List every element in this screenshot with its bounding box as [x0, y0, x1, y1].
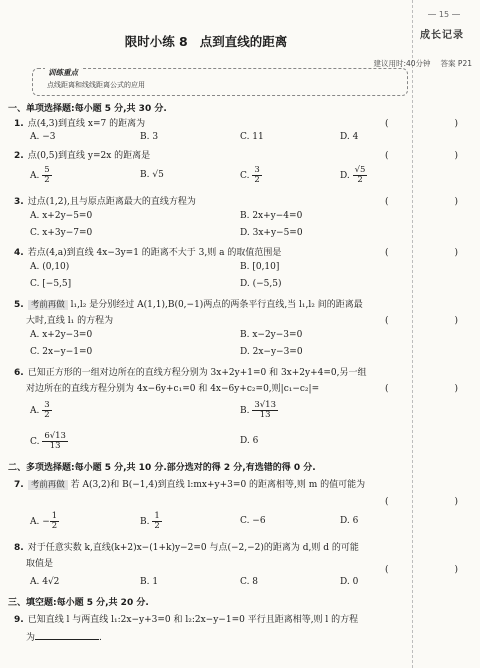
- question-number: 3.: [14, 197, 24, 207]
- option-a[interactable]: A. 4√2: [30, 577, 60, 587]
- question-2: [14, 148, 150, 161]
- question-1: [14, 116, 145, 129]
- question-text: 已知直线 l 与两直线 l₁:2x−y+3=0 和 l₂:2x−y−1=0 平行且距离相等,则 l 的方程: [27, 615, 359, 625]
- question-9: [14, 612, 358, 625]
- question-text: 点(0,5)到直线 y=2x 的距离是: [27, 151, 151, 161]
- question-5-line-2: 大时,直线 l₁ 的方程为: [26, 316, 114, 326]
- option-b[interactable]: B. x−2y−3=0: [240, 330, 303, 340]
- question-text: 点(4,3)到直线 x=7 的距离为: [27, 119, 146, 129]
- question-8-line-2: 取值是: [26, 559, 54, 569]
- review-tag: 考前再做: [28, 480, 68, 490]
- training-focus-box: [32, 68, 408, 96]
- page-title: [0, 32, 412, 50]
- option-c[interactable]: C. x+3y−7=0: [30, 228, 93, 238]
- option-b[interactable]: B. $\frac{1}{2}$: [140, 511, 160, 531]
- title-number: 限时小练 8: [124, 34, 188, 49]
- option-d[interactable]: D. 0: [340, 577, 359, 587]
- training-text: 点线距离和线线距离公式的应用: [47, 81, 145, 89]
- section-1-heading: 一、单项选择题:每小题 5 分,共 30 分.: [8, 104, 167, 114]
- option-c[interactable]: C. 11: [240, 132, 264, 142]
- question-6: [14, 365, 367, 378]
- option-d[interactable]: D. 3x+y−5=0: [240, 228, 303, 238]
- title-text: 点到直线的距离: [199, 34, 288, 49]
- answer-bracket: ( ): [384, 197, 474, 207]
- option-b[interactable]: B. 2x+y−4=0: [240, 211, 303, 221]
- option-c[interactable]: C. $\frac{3}{2}$: [240, 165, 260, 185]
- question-number: 4.: [14, 248, 24, 258]
- option-c[interactable]: C. 8: [240, 577, 259, 587]
- question-text: 已知正方形的一组对边所在的直线方程分别为 3x+2y+1=0 和 3x+2y+4=0,另一组: [27, 368, 367, 378]
- option-c[interactable]: C. −6: [240, 516, 266, 526]
- answer-bracket: ( ): [384, 316, 474, 326]
- option-a[interactable]: A. −3: [30, 132, 56, 142]
- answer-bracket: ( ): [384, 248, 474, 258]
- suggested-time: 建议用时:40分钟: [373, 59, 431, 68]
- option-c[interactable]: C. [−5,5]: [30, 279, 72, 289]
- question-3: [14, 194, 196, 207]
- question-6-line-2: 对边所在的直线方程分别为 4x−6y+c₁=0 和 4x−6y+c₂=0,则|c₁−c₂|=: [26, 384, 320, 394]
- option-a[interactable]: A. x+2y−3=0: [30, 330, 93, 340]
- question-number: 1.: [14, 119, 24, 129]
- option-d[interactable]: D. $\frac{√5}{2}$: [340, 165, 366, 185]
- question-9-line-2: 为 .: [26, 630, 102, 643]
- option-c[interactable]: C. 2x−y−1=0: [30, 347, 93, 357]
- option-d[interactable]: D. 6: [240, 436, 259, 446]
- answer-bracket: ( ): [384, 384, 474, 394]
- question-text: 若 A(3,2)和 B(−1,4)到直线 l:mx+y+3=0 的距离相等,则 m 的值可能为: [70, 480, 366, 490]
- answer-bracket: ( ): [384, 497, 474, 507]
- question-7: [14, 477, 365, 490]
- answer-blank[interactable]: [35, 630, 99, 640]
- answer-bracket: ( ): [384, 565, 474, 575]
- question-text: 对于任意实数 k,直线(k+2)x−(1+k)y−2=0 与点(−2,−2)的距离为 d,则 d 的可能: [27, 543, 359, 553]
- answer-ref: 答案 P21: [440, 59, 472, 68]
- option-b[interactable]: B. 3: [140, 132, 159, 142]
- question-number: 9.: [14, 615, 24, 625]
- review-tag: 考前再做: [28, 300, 68, 310]
- question-number: 6.: [14, 368, 24, 378]
- option-a[interactable]: A. $\frac{3}{2}$: [30, 400, 50, 420]
- option-b[interactable]: B. 1: [140, 577, 159, 587]
- question-4: [14, 245, 281, 258]
- option-a[interactable]: A. x+2y−5=0: [30, 211, 93, 221]
- question-text: l₁,l₂ 是分别经过 A(1,1),B(0,−1)两点的两条平行直线,当 l₁,l₂ 间的距离最: [70, 300, 363, 310]
- option-c[interactable]: C. $\frac{6√13}{13}$: [30, 431, 66, 451]
- brand-label: 成长记录: [420, 30, 464, 41]
- question-5: [14, 297, 363, 310]
- section-3-heading: 三、填空题:每小题 5 分,共 20 分.: [8, 598, 149, 608]
- section-2-heading: 二、多项选择题:每小题 5 分,共 10 分.部分选对的得 2 分,有选错的得 0 分.: [8, 463, 316, 473]
- option-d[interactable]: D. 4: [340, 132, 359, 142]
- question-number: 8.: [14, 543, 24, 553]
- option-a[interactable]: A. (0,10): [30, 262, 70, 272]
- question-number: 2.: [14, 151, 24, 161]
- option-d[interactable]: D. (−5,5): [240, 279, 282, 289]
- training-heading: 训练重点: [45, 67, 81, 78]
- answer-bracket: ( ): [384, 119, 474, 129]
- question-text: 若点(4,a)到直线 4x−3y=1 的距离不大于 3,则 a 的取值范围是: [27, 248, 282, 258]
- question-8: [14, 540, 359, 553]
- option-d[interactable]: D. 2x−y−3=0: [240, 347, 303, 357]
- option-b[interactable]: B. √5: [140, 170, 164, 180]
- question-number: 5.: [14, 300, 24, 310]
- option-a[interactable]: A. − $\frac{1}{2}$: [30, 511, 58, 531]
- page-number: 15: [424, 10, 464, 19]
- option-a[interactable]: A. $\frac{5}{2}$: [30, 165, 50, 185]
- answer-bracket: ( ): [384, 151, 474, 161]
- option-b[interactable]: B. [0,10]: [240, 262, 280, 272]
- question-number: 7.: [14, 480, 24, 490]
- option-d[interactable]: D. 6: [340, 516, 359, 526]
- question-text: 过点(1,2),且与原点距离最大的直线方程为: [27, 197, 196, 207]
- option-b[interactable]: B. $\frac{3√13}{13}$: [240, 400, 276, 420]
